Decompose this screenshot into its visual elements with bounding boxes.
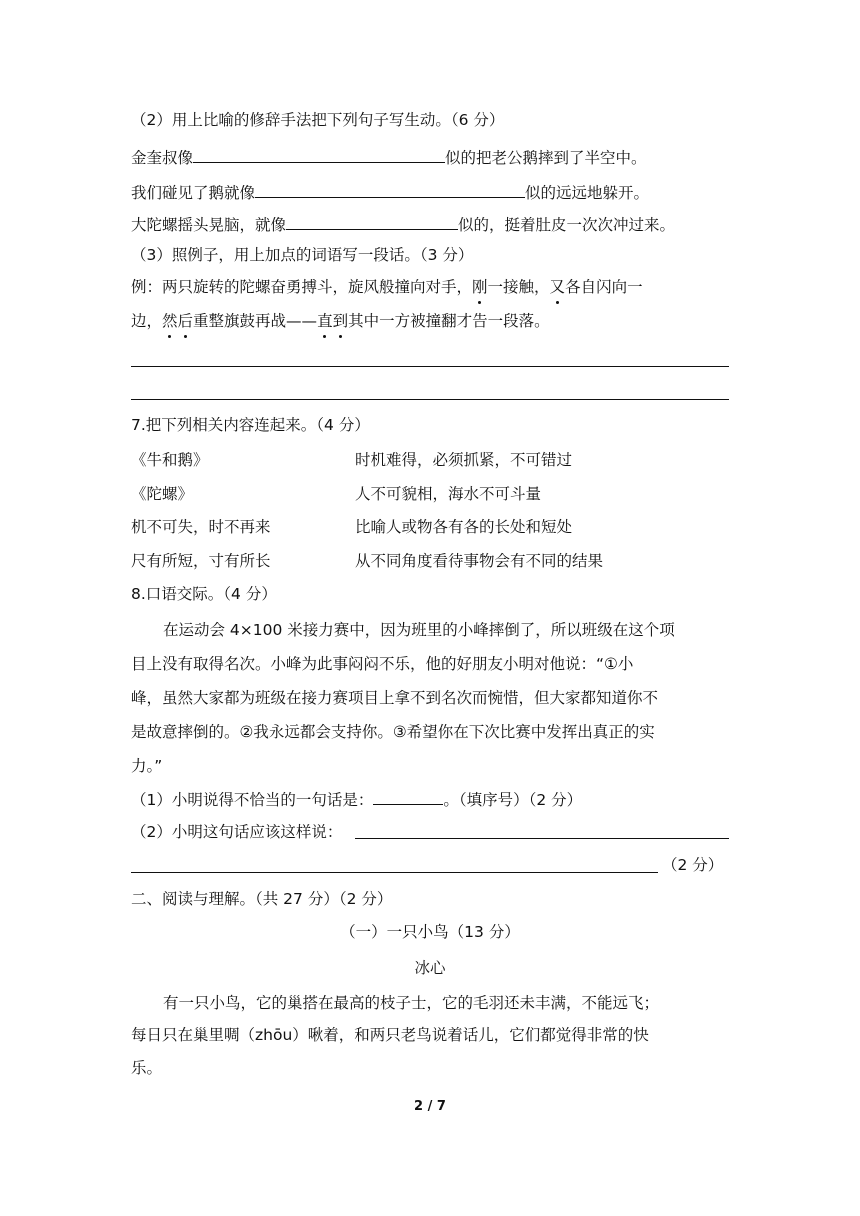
- match-right-item[interactable]: 人不可貌相，海水不可斗量: [355, 485, 542, 503]
- sub1-suffix: 。（填序号）（2 分）: [443, 791, 583, 809]
- sentence-2-prefix: 我们碰见了鹅就像: [131, 184, 256, 202]
- passage-line: 乐。: [131, 1059, 163, 1077]
- example-text: 边，: [131, 312, 163, 330]
- match-left-item[interactable]: 《牛和鹅》: [131, 451, 209, 469]
- dotted-word: 到: [332, 312, 349, 330]
- answer-blank-3[interactable]: [286, 213, 458, 230]
- sub2-answer-line-1[interactable]: [355, 838, 729, 839]
- q8-paragraph-line: 是故意摔倒的。②我永远都会支持你。③希望你在下次比赛中发挥出真正的实: [131, 723, 655, 741]
- match-row: [131, 450, 731, 470]
- answer-blank-1[interactable]: [193, 146, 445, 163]
- sub1-prefix: （1）小明说得不恰当的一句话是：: [131, 791, 374, 809]
- sentence-1-suffix: 似的把老公鹅摔到了半空中。: [445, 149, 647, 167]
- passage-author: 冰心: [414, 959, 446, 977]
- q6-3-heading: （3）照例子，用上加点的词语写一段话。（3 分）: [131, 246, 474, 264]
- match-right-item[interactable]: 时机难得，必须抓紧，不可错过: [355, 451, 573, 469]
- match-row: [131, 484, 731, 504]
- sentence-1-prefix: 金奎叔像: [131, 149, 194, 167]
- match-right-item[interactable]: 从不同角度看待事物会有不同的结果: [355, 552, 604, 570]
- sentence-3-prefix: 大陀螺摇头晃脑，就像: [131, 216, 287, 234]
- q8-paragraph-line: 在运动会 4×100 米接力赛中，因为班里的小峰摔倒了，所以班级在这个项: [163, 621, 675, 639]
- writing-line-1[interactable]: [131, 366, 729, 367]
- simile-sentence-1: [131, 146, 647, 168]
- sub2-answer-line-2[interactable]: [131, 872, 658, 873]
- sub2-score: （2 分）: [662, 856, 724, 874]
- part2-heading: 二、阅读与理解。（共 27 分）（2 分）: [131, 890, 393, 908]
- q8-paragraph-line: 目上没有取得名次。小峰为此事闷闷不乐，他的好朋友小明对他说：“①小: [131, 655, 634, 673]
- example-text: 其中一方被撞翻才告一段落。: [348, 312, 550, 330]
- example-text: 一接触，: [487, 278, 550, 296]
- q8-paragraph-line: 力。”: [131, 757, 163, 775]
- sentence-3-suffix: 似的，挺着肚皮一次次冲过来。: [458, 216, 676, 234]
- q8-sub2: （2）小明这句话应该这样说：: [131, 823, 343, 841]
- example-text: 例：两只旋转的陀螺奋勇搏斗，旋风般撞向对手，: [131, 278, 473, 296]
- page-number: 2 / 7: [414, 1099, 446, 1114]
- match-row: [131, 517, 731, 537]
- q8-sub1: [131, 788, 582, 810]
- match-left-item[interactable]: 尺有所短，寸有所长: [131, 552, 271, 570]
- sentence-2-suffix: 似的远远地躲开。: [525, 184, 650, 202]
- dotted-word: 刚: [472, 278, 488, 296]
- sub1-answer-blank[interactable]: [373, 788, 443, 805]
- writing-line-2[interactable]: [131, 399, 729, 400]
- example-text: 各自闪向一: [565, 278, 643, 296]
- simile-sentence-2: [131, 181, 649, 203]
- match-right-item[interactable]: 比喻人或物各有各的长处和短处: [355, 518, 573, 536]
- example-line-1: [131, 277, 643, 297]
- match-left-item[interactable]: 《陀螺》: [131, 485, 194, 503]
- q6-2-heading: （2）用上比喻的修辞手法把下列句子写生动。（6 分）: [131, 111, 505, 129]
- example-text: 重整旗鼓再战——: [193, 312, 318, 330]
- passage-line: 每日只在巢里啁（zhōu）啾着，和两只老鸟说着话儿，它们都觉得非常的快: [131, 1026, 649, 1044]
- q7-heading: 7.把下列相关内容连起来。（4 分）: [131, 416, 370, 434]
- passage-line: 有一只小鸟，它的巢搭在最高的枝子士，它的毛羽还未丰满，不能远飞；: [163, 994, 660, 1012]
- dotted-word: 又: [549, 278, 566, 296]
- q8-paragraph-line: 峰，虽然大家都为班级在接力赛项目上拿不到名次而惋惜，但大家都知道你不: [131, 689, 659, 707]
- dotted-word: 然: [162, 312, 178, 330]
- answer-blank-2[interactable]: [255, 181, 525, 198]
- example-line-2: [131, 311, 550, 331]
- dotted-word: 直: [317, 312, 333, 330]
- passage-title: （一）一只小鸟（13 分）: [340, 923, 520, 941]
- simile-sentence-3: [131, 213, 675, 235]
- dotted-word: 后: [177, 312, 194, 330]
- match-row: [131, 551, 731, 571]
- match-left-item[interactable]: 机不可失，时不再来: [131, 518, 271, 536]
- q8-heading: 8.口语交际。（4 分）: [131, 585, 277, 603]
